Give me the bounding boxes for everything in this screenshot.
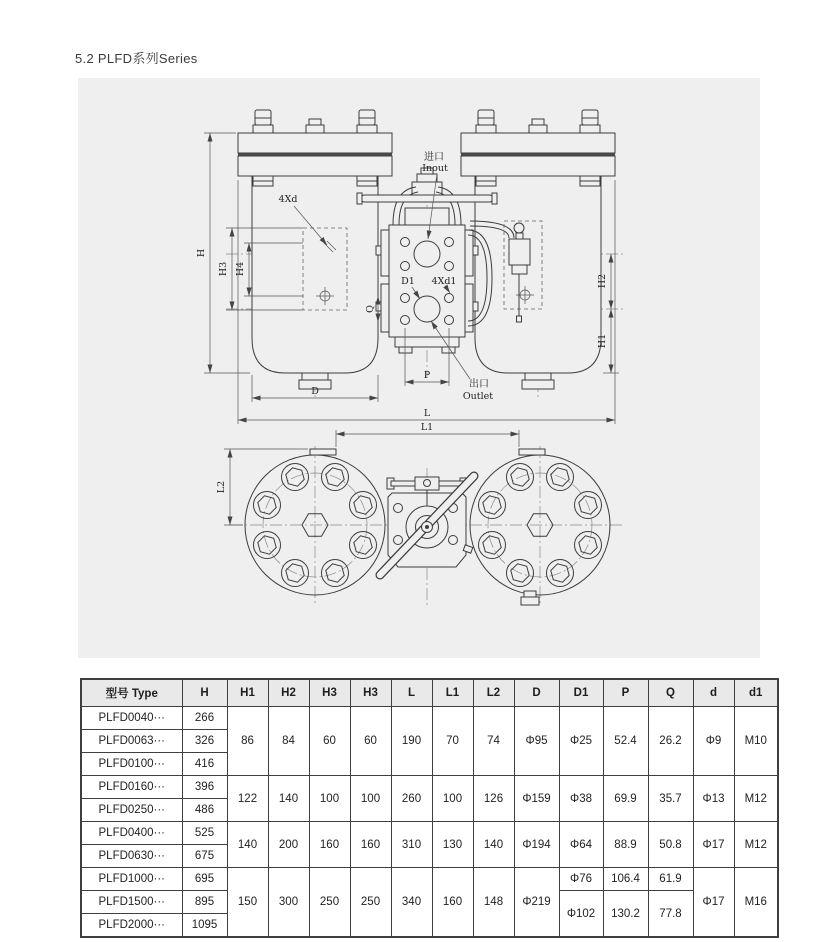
cell-l: 260: [391, 776, 432, 822]
cell-p: 106.4: [603, 868, 648, 891]
col-header-d1-small: d1: [734, 679, 778, 707]
cell-h: 416: [182, 753, 227, 776]
cell-type: PLFD1000···: [81, 868, 182, 891]
table-row: [81, 822, 778, 845]
cell-h3a: 250: [309, 868, 350, 938]
col-header-q: Q: [648, 679, 693, 707]
cell-h: 525: [182, 822, 227, 845]
col-header-h3b: H3: [350, 679, 391, 707]
cell-q: 50.8: [648, 822, 693, 868]
drawing-panel: [78, 78, 760, 658]
cell-dd: Φ17: [693, 822, 734, 868]
dim-p-label: P: [423, 370, 431, 381]
cell-h: 895: [182, 891, 227, 914]
cell-q: 35.7: [648, 776, 693, 822]
cell-type: PLFD0400···: [81, 822, 182, 845]
cell-l1: 160: [432, 868, 473, 938]
cell-dd1: M16: [734, 868, 778, 938]
cell-h: 326: [182, 730, 227, 753]
cell-h2: 300: [268, 868, 309, 938]
col-header-l: L: [391, 679, 432, 707]
cell-type: PLFD0040···: [81, 707, 182, 730]
filter-drawing: [78, 78, 760, 658]
cell-type: PLFD0630···: [81, 845, 182, 868]
outlet-label-cn: 出口: [469, 379, 489, 390]
callout-4xd: 4Xd: [278, 194, 298, 205]
cell-h3b: 160: [350, 822, 391, 868]
dim-h1-label: H1: [597, 333, 608, 349]
cell-l2: 140: [473, 822, 514, 868]
cell-h1: 150: [227, 868, 268, 938]
cell-type: PLFD1500···: [81, 891, 182, 914]
dim-l1-label: L1: [420, 422, 434, 433]
cell-d: Φ95: [514, 707, 559, 776]
col-header-type: 型号 Type: [81, 679, 182, 707]
col-header-d: D: [514, 679, 559, 707]
cell-dd1: M10: [734, 707, 778, 776]
cell-q: 26.2: [648, 707, 693, 776]
col-header-h3a: H3: [309, 679, 350, 707]
cell-l1: 100: [432, 776, 473, 822]
callout-4xd1: 4Xd1: [431, 276, 457, 287]
inlet-label-en: Inout: [422, 163, 448, 174]
cell-l: 340: [391, 868, 432, 938]
cell-q: 77.8: [648, 891, 693, 938]
cell-d: Φ219: [514, 868, 559, 938]
cell-p: 130.2: [603, 891, 648, 938]
cell-l: 190: [391, 707, 432, 776]
cell-h: 486: [182, 799, 227, 822]
cell-h: 396: [182, 776, 227, 799]
cell-l2: 126: [473, 776, 514, 822]
cell-h1: 86: [227, 707, 268, 776]
cell-dd1: M12: [734, 776, 778, 822]
cell-dd: Φ17: [693, 868, 734, 938]
page-title: 5.2 PLFD系列Series: [75, 51, 198, 66]
cell-d1: Φ38: [559, 776, 603, 822]
cell-h3b: 100: [350, 776, 391, 822]
col-header-d-small: d: [693, 679, 734, 707]
col-header-l1: L1: [432, 679, 473, 707]
col-header-h: H: [182, 679, 227, 707]
dim-h3-label: H3: [218, 261, 229, 277]
cell-p: 52.4: [603, 707, 648, 776]
dim-q-label: Q: [365, 305, 376, 313]
cell-l2: 74: [473, 707, 514, 776]
header-row: [81, 679, 778, 707]
col-header-p: P: [603, 679, 648, 707]
cell-h: 266: [182, 707, 227, 730]
cell-h1: 140: [227, 822, 268, 868]
cell-type: PLFD0100···: [81, 753, 182, 776]
dim-h4-label: H4: [235, 261, 246, 277]
cell-h: 695: [182, 868, 227, 891]
cell-h2: 140: [268, 776, 309, 822]
table-row: [81, 776, 778, 799]
cell-l1: 130: [432, 822, 473, 868]
cell-type: PLFD0250···: [81, 799, 182, 822]
front-view: [196, 110, 624, 424]
col-header-h1: H1: [227, 679, 268, 707]
cell-d1: Φ64: [559, 822, 603, 868]
cell-type: PLFD0160···: [81, 776, 182, 799]
col-header-h2: H2: [268, 679, 309, 707]
cell-dd: Φ9: [693, 707, 734, 776]
callout-d1: D1: [401, 276, 415, 287]
cell-h3a: 60: [309, 707, 350, 776]
cell-l2: 148: [473, 868, 514, 938]
table-row: [81, 868, 778, 891]
cell-type: PLFD0063···: [81, 730, 182, 753]
cell-d: Φ159: [514, 776, 559, 822]
cell-p: 69.9: [603, 776, 648, 822]
dim-l-label: L: [423, 408, 431, 419]
valve-block-top: [380, 476, 474, 575]
cell-h2: 84: [268, 707, 309, 776]
top-view: [216, 422, 624, 608]
dim-h-label: H: [196, 248, 207, 258]
cell-d: Φ194: [514, 822, 559, 868]
outlet-label-en: Outlet: [462, 391, 494, 402]
spec-table: [80, 678, 779, 938]
cell-h3a: 100: [309, 776, 350, 822]
dim-d-label: D: [311, 386, 319, 397]
right-housing: [461, 110, 615, 400]
cell-d1: Φ25: [559, 707, 603, 776]
cell-h3a: 160: [309, 822, 350, 868]
left-housing: [238, 110, 392, 400]
cell-q: 61.9: [648, 868, 693, 891]
cell-d1: Φ76: [559, 868, 603, 891]
cell-h3b: 250: [350, 868, 391, 938]
cell-p: 88.9: [603, 822, 648, 868]
cell-l: 310: [391, 822, 432, 868]
table-row: [81, 707, 778, 730]
dim-l2-label: L2: [216, 480, 227, 494]
cell-h3b: 60: [350, 707, 391, 776]
cell-h2: 200: [268, 822, 309, 868]
cell-l1: 70: [432, 707, 473, 776]
col-header-d1: D1: [559, 679, 603, 707]
cell-dd: Φ13: [693, 776, 734, 822]
cell-dd1: M12: [734, 822, 778, 868]
cell-h: 675: [182, 845, 227, 868]
dim-h2-label: H2: [597, 273, 608, 289]
cell-h1: 122: [227, 776, 268, 822]
cell-h: 1095: [182, 914, 227, 938]
cell-type: PLFD2000···: [81, 914, 182, 938]
cell-d1: Φ102: [559, 891, 603, 938]
col-header-l2: L2: [473, 679, 514, 707]
inlet-label-cn: 进口: [424, 152, 444, 163]
